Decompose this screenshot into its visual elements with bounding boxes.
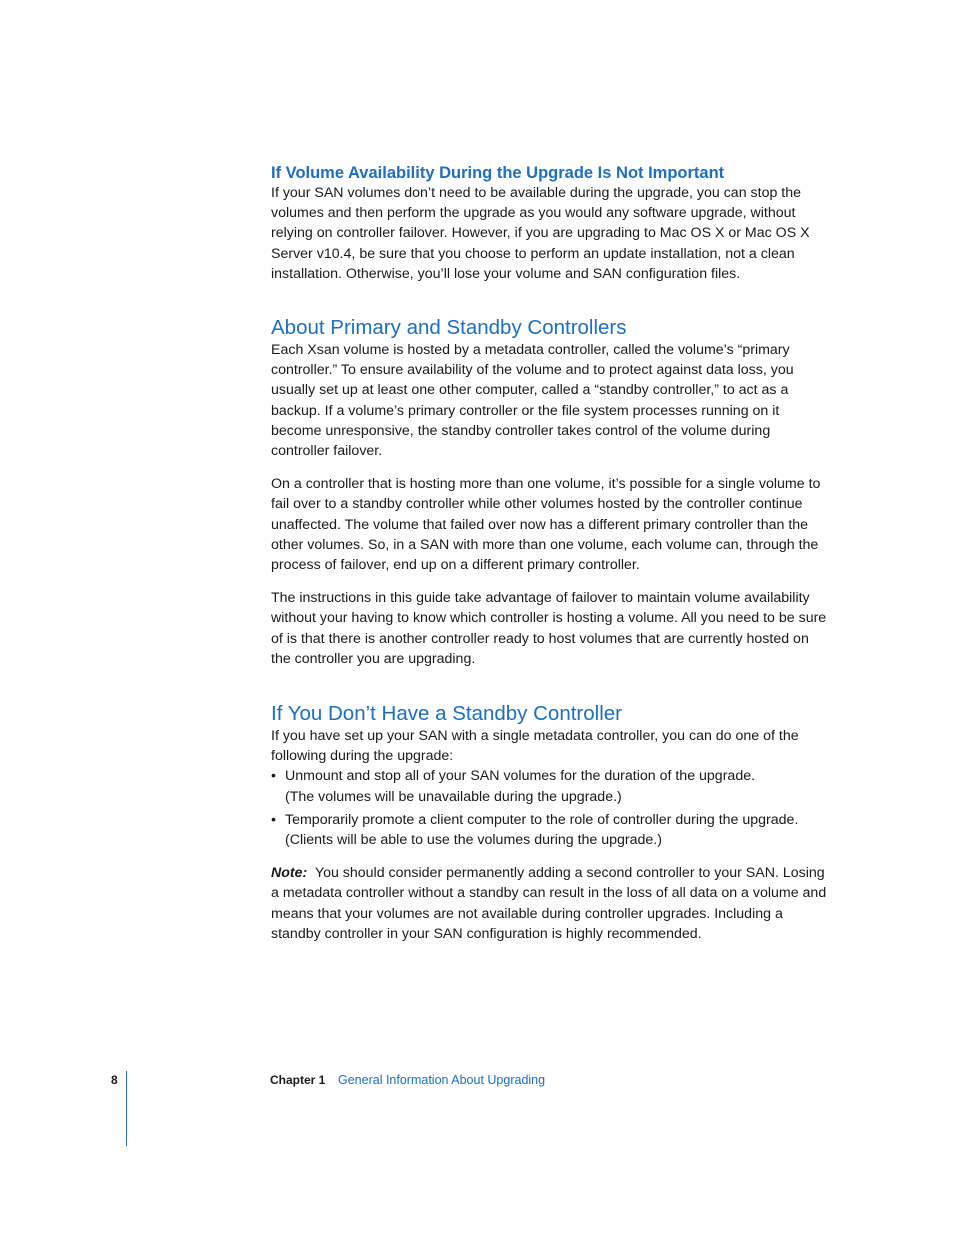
bullet-marker: • [271, 811, 276, 828]
note-text: You should consider permanently adding a second controller to your SAN. Losing a metadata controller without a standby can result in the loss of all data on a volume and means that your volumes are not available during controller upgrades. Including a standby controller in your SAN configuration is highly recommended. [271, 865, 827, 942]
paragraph-primary-standby-3: The instructions in this guide take advantage of failover to maintain volume availability without your having to know which controller is hosting a volume. All you need to be sure of is that there is another controller ready to host volumes that are currently hosted on the controller you are upgrading. [271, 590, 827, 667]
list-item-line: (Clients will be able to use the volumes during the upgrade.) [285, 832, 662, 849]
bullet-list [271, 766, 831, 850]
paragraph-no-standby-intro: If you have set up your SAN with a single metadata controller, you can do one of the following during the upgrade: [271, 728, 799, 765]
paragraph-primary-standby-1: Each Xsan volume is hosted by a metadata controller, called the volume’s “primary controller.” To ensure availability of the volume and to protect against data loss, you usually set up at least one other computer, called a “standby controller,” to act as a backup. If a volume’s primary controller or the file system processes running on it become unresponsive, the standby controller takes control of the volume during controller failover. [271, 342, 794, 460]
footer-rule [126, 1071, 127, 1146]
list-item [271, 766, 831, 806]
section-heading-no-standby: If You Don’t Have a Standby Controller [271, 702, 622, 726]
footer-chapter-label: Chapter 1 [270, 1073, 326, 1087]
paragraph-primary-standby-2: On a controller that is hosting more than one volume, it’s possible for a single volume to fail over to a standby controller while other volumes hosted by the controller continue unaffected. The volume that failed over now has a different primary controller than the other volumes. So, in a SAN with more than one volume, each volume can, through the process of failover, end up on a different primary controller. [271, 476, 821, 574]
list-item-line: (The volumes will be unavailable during the upgrade.) [285, 788, 622, 805]
list-item-line: Unmount and stop all of your SAN volumes for the duration of the upgrade. [285, 768, 756, 785]
bullet-marker: • [271, 768, 276, 785]
footer-chapter-title: General Information About Upgrading [338, 1073, 546, 1087]
page-number: 8 [111, 1073, 118, 1087]
note-label: Note: [271, 865, 308, 882]
page-content [271, 160, 831, 944]
section-heading-volume-availability: If Volume Availability During the Upgrade Is Not Important [271, 164, 725, 182]
section-heading-primary-standby: About Primary and Standby Controllers [271, 316, 627, 340]
note-paragraph [271, 863, 831, 944]
paragraph-volume-availability: If your SAN volumes don’t need to be available during the upgrade, you can stop the volumes and then perform the upgrade as you would any software upgrade, without relying on controller failover. However, if you are upgrading to Mac OS X or Mac OS X Server v10.4, be sure that you choose to perform an update installation, not a clean installation. Otherwise, you’ll lose your volume and SAN configuration files. [271, 185, 810, 282]
list-item-line: Temporarily promote a client computer to the role of controller during the upgrade. [285, 811, 799, 828]
list-item [271, 810, 831, 850]
